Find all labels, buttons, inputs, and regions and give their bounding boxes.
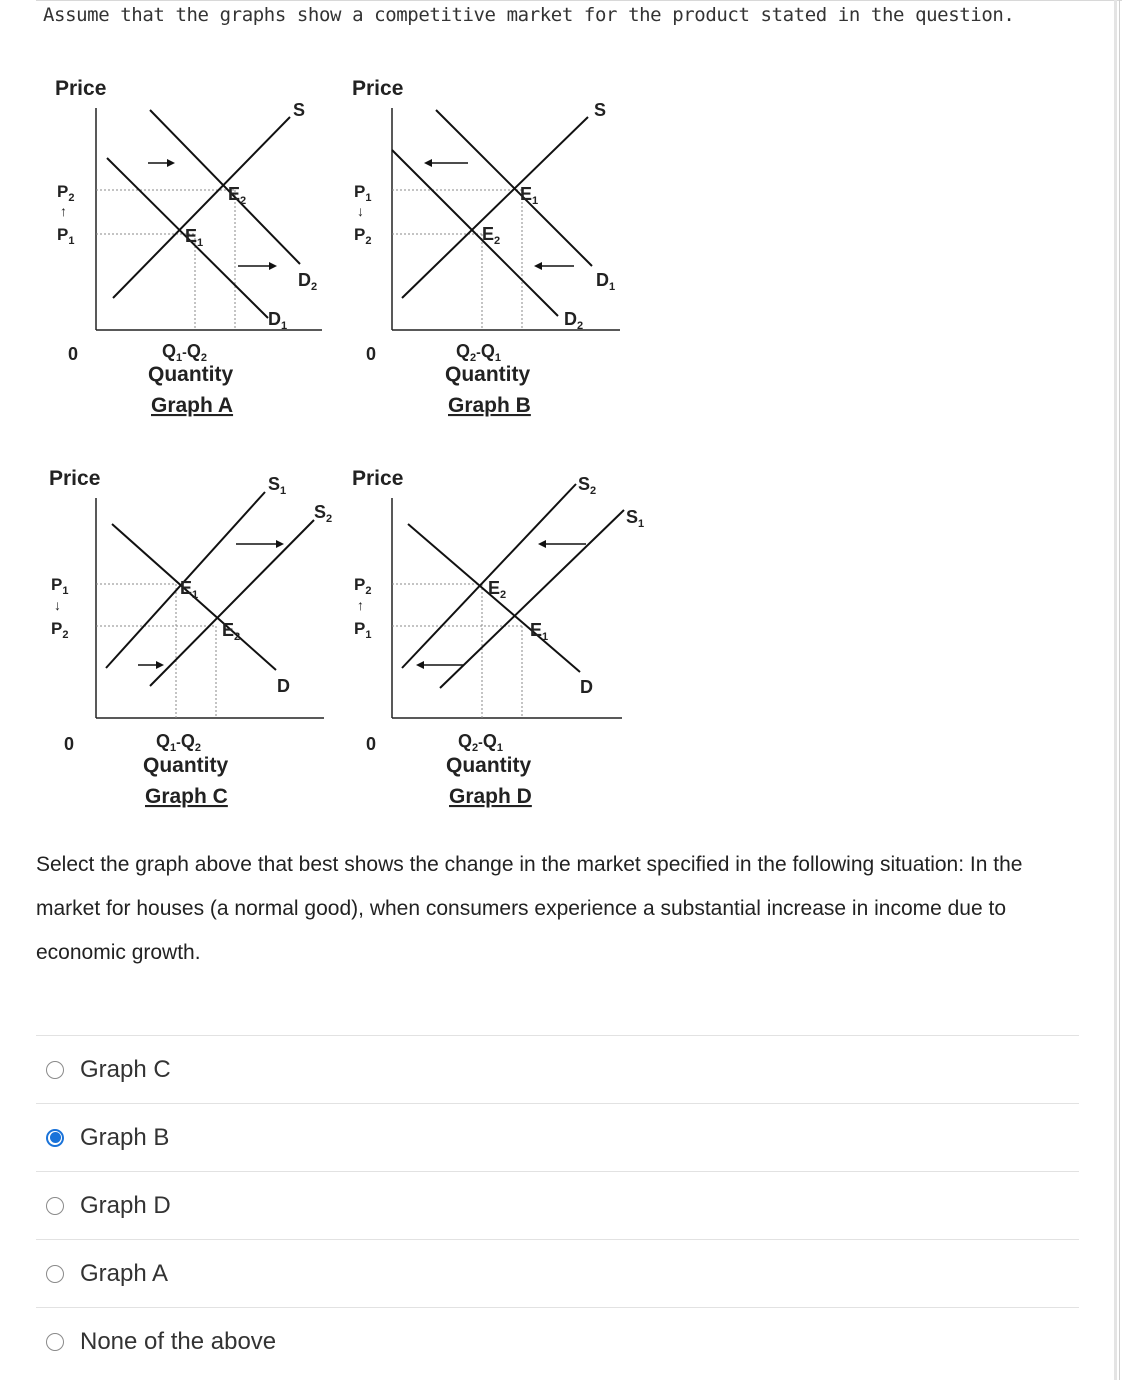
demand-curve-d2 bbox=[392, 150, 558, 316]
x-axis-label: Quantity bbox=[143, 754, 229, 777]
scrollbar-track[interactable] bbox=[1114, 0, 1117, 1380]
equilibrium-e1: $E_1$ bbox=[520, 184, 539, 207]
graph-c bbox=[40, 460, 350, 810]
curve-label-s1: $S_1$ bbox=[268, 474, 287, 497]
price-label-top: $P_1$ bbox=[51, 575, 69, 597]
equilibrium-e2: $E_2$ bbox=[488, 578, 507, 601]
intro-text: Assume that the graphs show a competitive market for the product stated in the question. bbox=[43, 4, 1015, 26]
top-divider bbox=[36, 0, 1122, 1]
curve-label-s: S bbox=[293, 100, 306, 120]
curve-label-s2: $S_2$ bbox=[314, 502, 333, 525]
radio-button[interactable] bbox=[46, 1197, 64, 1215]
option-graph-b[interactable] bbox=[36, 1103, 1079, 1171]
price-label-bottom: $P_1$ bbox=[57, 225, 75, 247]
demand-curve-d2 bbox=[150, 110, 300, 264]
curve-label-d: D bbox=[277, 676, 290, 696]
x-axis-label: Quantity bbox=[445, 363, 531, 386]
x-axis-label: Quantity bbox=[148, 363, 234, 386]
x-axis-label: Quantity bbox=[446, 754, 532, 777]
curve-label-d1: $D_1$ bbox=[268, 309, 288, 332]
radio-button-selected[interactable] bbox=[46, 1129, 64, 1147]
price-label-top: $P_1$ bbox=[354, 182, 372, 204]
radio-button[interactable] bbox=[46, 1265, 64, 1283]
price-label-bottom: $P_2$ bbox=[354, 225, 372, 247]
option-graph-a[interactable] bbox=[36, 1239, 1079, 1307]
option-label: Graph A bbox=[80, 1259, 169, 1287]
option-label: Graph D bbox=[80, 1191, 171, 1219]
question-text: Select the graph above that best shows the change in the market specified in the following situation: In the market for houses (a normal good), when consumers experience a substantial increase in income due to economic growth. bbox=[36, 853, 1023, 964]
answer-options bbox=[36, 1035, 1079, 1375]
equilibrium-e2: $E_2$ bbox=[482, 224, 501, 247]
origin-label: 0 bbox=[64, 734, 75, 754]
equilibrium-e1: $E_1$ bbox=[180, 578, 199, 601]
y-axis-label: Price bbox=[352, 77, 404, 100]
supply-curve bbox=[113, 117, 290, 298]
price-arrow: ↓ bbox=[54, 597, 61, 613]
demand-curve bbox=[408, 524, 580, 672]
option-none-of-the-above[interactable] bbox=[36, 1307, 1079, 1375]
curve-label-d2: $D_2$ bbox=[298, 270, 318, 293]
curve-label-d: D bbox=[580, 677, 593, 697]
graph-title: Graph C bbox=[145, 785, 228, 808]
curve-label-d2: $D_2$ bbox=[564, 309, 584, 332]
option-label: Graph B bbox=[80, 1123, 170, 1151]
price-label-top: $P_2$ bbox=[354, 575, 372, 597]
graph-title: Graph D bbox=[449, 785, 532, 808]
supply-curve-s2 bbox=[150, 520, 314, 686]
quantity-labels: $Q_2^-Q_1$ bbox=[456, 341, 501, 364]
y-axis-label: Price bbox=[55, 77, 107, 100]
radio-button[interactable] bbox=[46, 1333, 64, 1351]
price-label-top: $P_2$ bbox=[57, 182, 75, 204]
price-arrow: ↑ bbox=[357, 597, 364, 613]
curve-label-s1: $S_1$ bbox=[626, 507, 645, 530]
quantity-labels: $Q_1^-Q_2$ bbox=[156, 731, 201, 754]
y-axis-label: Price bbox=[49, 467, 101, 490]
radio-button[interactable] bbox=[46, 1061, 64, 1079]
page-edge bbox=[1119, 0, 1120, 1380]
graph-a bbox=[40, 70, 340, 420]
curve-label-d1: $D_1$ bbox=[596, 270, 616, 293]
equilibrium-e1: $E_1$ bbox=[185, 226, 204, 249]
curve-label-s: S bbox=[594, 100, 607, 120]
price-arrow: ↓ bbox=[357, 203, 364, 219]
quantity-labels: $Q_2^-Q_1$ bbox=[458, 731, 503, 754]
option-label: None of the above bbox=[80, 1327, 277, 1355]
equilibrium-e1: $E_1$ bbox=[530, 620, 549, 643]
price-label-bottom: $P_1$ bbox=[354, 619, 372, 641]
supply-curve bbox=[402, 117, 588, 298]
y-axis-label: Price bbox=[352, 467, 404, 490]
quantity-labels: $Q_1^-Q_2$ bbox=[162, 341, 207, 364]
graph-d bbox=[340, 460, 670, 810]
origin-label: 0 bbox=[366, 344, 377, 364]
graph-title: Graph A bbox=[151, 394, 234, 417]
origin-label: 0 bbox=[366, 734, 377, 754]
option-graph-c[interactable] bbox=[36, 1035, 1079, 1103]
price-arrow: ↑ bbox=[60, 203, 67, 219]
equilibrium-e2: $E_2$ bbox=[222, 620, 241, 643]
origin-label: 0 bbox=[68, 344, 79, 364]
graph-b bbox=[340, 70, 640, 420]
equilibrium-e2: $E_2$ bbox=[228, 184, 247, 207]
curve-label-s2: $S_2$ bbox=[578, 474, 597, 497]
option-graph-d[interactable] bbox=[36, 1171, 1079, 1239]
graph-title: Graph B bbox=[448, 394, 531, 417]
price-label-bottom: $P_2$ bbox=[51, 619, 69, 641]
option-label: Graph C bbox=[80, 1055, 171, 1083]
